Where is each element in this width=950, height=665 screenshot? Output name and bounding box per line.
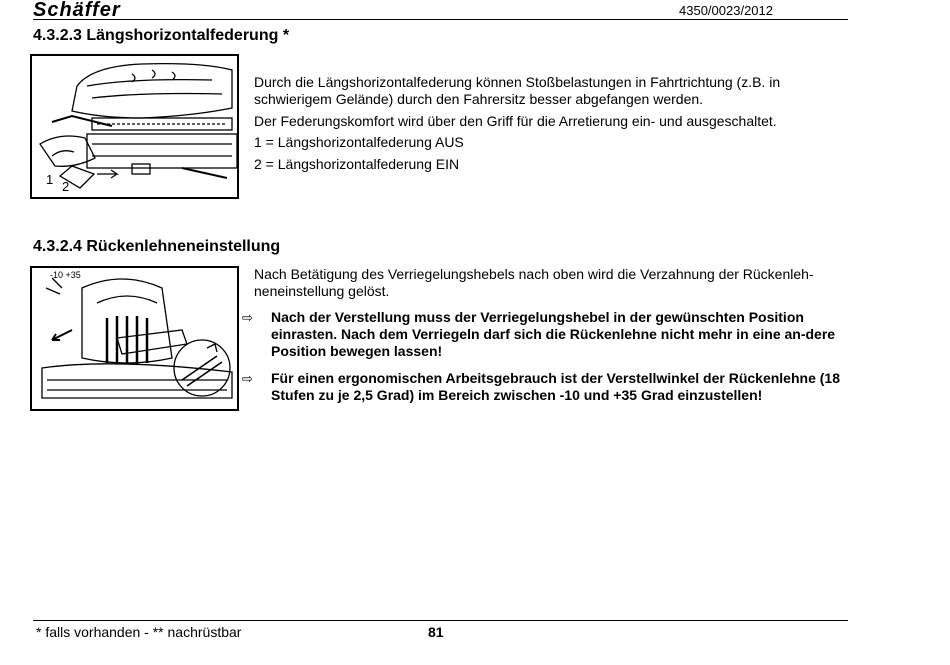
header-rule <box>33 19 848 20</box>
arrow-icon: ⇨ <box>242 371 253 386</box>
figure-angle-label: -10 +35 <box>50 270 81 280</box>
footer-rule <box>33 620 848 621</box>
page-number: 81 <box>428 624 444 640</box>
figure-backrest-adjustment <box>30 266 239 411</box>
document-number: 4350/0023/2012 <box>679 3 773 18</box>
figure-label-2: 2 <box>62 179 70 194</box>
section-title-laengshorizontalfederung: 4.3.2.3 Längshorizontalfederung * <box>33 27 290 44</box>
section-title-rueckenlehneneinstellung: 4.3.2.4 Rückenlehneneinstellung <box>33 238 281 255</box>
section1-item-2: 2 = Längshorizontalfederung EIN <box>254 156 460 172</box>
figure-label-1: 1 <box>46 172 54 187</box>
section2-bullet-1: Nach der Verstellung muss der Verriegelungshebel in der gewünschten Position einrasten. Nach dem Verriegeln darf sich die Rückenlehne nicht mehr in eine an-dere Position bewegen lassen! <box>271 309 836 359</box>
section2-bullet-2: Für einen ergonomischen Arbeitsgebrauch ist der Verstellwinkel der Rückenlehne (18 Stufen zu je 2,5 Grad) im Bereich zwischen -10 und +35 Grad einzustellen! <box>271 370 840 403</box>
seat-suspension-drawing <box>32 56 237 197</box>
backrest-drawing <box>32 268 237 409</box>
section2-intro: Nach Betätigung des Verriegelungshebels nach oben wird die Verzahnung der Rückenleh-neneinstellung gelöst. <box>254 266 814 299</box>
section1-item-1: 1 = Längshorizontalfederung AUS <box>254 134 464 150</box>
arrow-icon: ⇨ <box>242 310 253 325</box>
company-logo: Schäffer <box>33 0 121 21</box>
section1-paragraph-2: Der Federungskomfort wird über den Griff für die Arretierung ein- und ausgeschaltet. <box>254 113 777 129</box>
section1-paragraph-1: Durch die Längshorizontalfederung können Stoßbelastungen in Fahrtrichtung (z.B. in schwierigem Gelände) durch den Fahrersitz besser abgefangen werden. <box>254 74 781 107</box>
footnote: * falls vorhanden - ** nachrüstbar <box>36 624 242 640</box>
figure-seat-suspension <box>30 54 239 199</box>
